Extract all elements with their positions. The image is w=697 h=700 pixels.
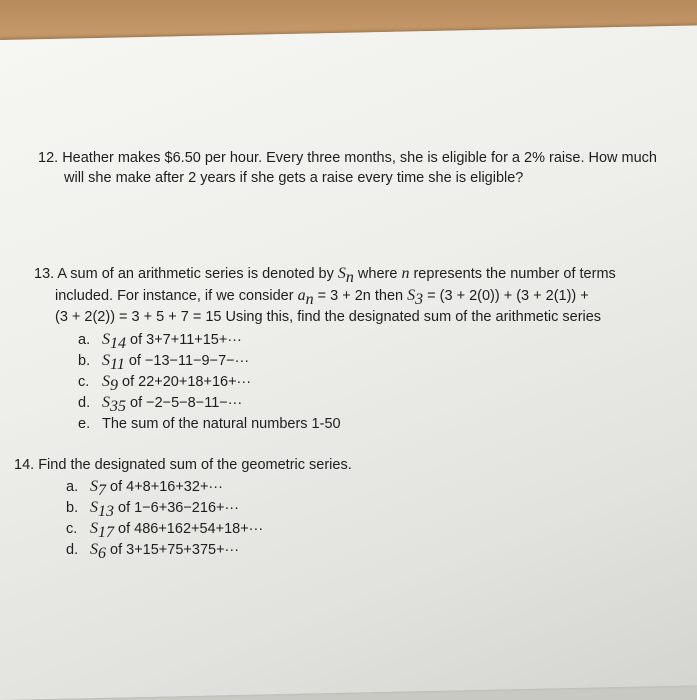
item-letter: a. [66, 479, 79, 495]
item-text: The sum of the natural numbers 1-50 [102, 416, 341, 432]
math-symbol: S [90, 478, 98, 495]
math-symbol: a [297, 287, 306, 304]
question-text: included. For instance, if we consider [55, 288, 298, 304]
item-letter: d. [78, 395, 91, 411]
question-text: Find the designated sum of the geometric series. [38, 457, 352, 473]
question-14-line-1 [14, 455, 352, 475]
math-symbol: S [90, 499, 98, 516]
math-symbol: S [407, 287, 416, 304]
item-text: of −2−5−8−11−··· [126, 395, 243, 411]
math-subscript: n [305, 290, 314, 308]
math-subscript: 6 [98, 544, 106, 562]
list-item [66, 540, 239, 564]
math-subscript: 14 [110, 334, 126, 352]
item-text: of 3+7+11+15+··· [126, 332, 242, 348]
math-subscript: n [345, 268, 354, 286]
math-subscript: 11 [110, 355, 125, 373]
question-number: 14. [14, 457, 35, 473]
math-symbol: S [90, 541, 98, 558]
math-symbol: S [102, 394, 110, 411]
item-letter: b. [78, 353, 91, 369]
question-text: A sum of an arithmetic series is denoted by [57, 266, 338, 282]
question-12-line-1 [38, 148, 657, 168]
question-text: will she make after 2 years if she gets a raise every time she is eligible? [64, 170, 524, 186]
math-subscript: 17 [98, 523, 114, 541]
math-symbol: S [102, 331, 110, 348]
math-symbol: S [337, 265, 346, 282]
item-text: of −13−11−9−7−··· [124, 353, 250, 369]
item-letter: c. [78, 374, 90, 390]
math-subscript: 3 [415, 290, 424, 308]
math-subscript: 7 [98, 481, 106, 499]
question-13-line-3 [55, 307, 601, 327]
item-text: of 4+8+16+32+··· [106, 479, 223, 495]
item-letter: a. [78, 332, 91, 348]
item-text: of 3+15+75+375+··· [106, 542, 240, 558]
list-item [78, 414, 341, 434]
math-subscript: 9 [110, 376, 118, 394]
item-letter: c. [66, 521, 78, 537]
question-text: = (3 + 2(0)) + (3 + 2(1)) + [423, 288, 589, 304]
item-text: of 22+20+18+16+··· [118, 374, 252, 390]
item-letter: b. [66, 500, 79, 516]
question-text: (3 + 2(2)) = 3 + 5 + 7 = 15 Using this, find the designated sum of the arithmetic series [55, 309, 602, 325]
question-text: = 3 + 2n then [313, 288, 408, 304]
math-symbol: n [401, 265, 410, 282]
item-letter: e. [78, 416, 91, 432]
question-text: represents the number of terms [409, 266, 616, 282]
question-12-line-2 [64, 168, 523, 188]
item-text: of 486+162+54+18+··· [114, 521, 264, 537]
question-text: where [353, 266, 402, 282]
item-letter: d. [66, 542, 79, 558]
math-symbol: S [102, 352, 110, 369]
question-number: 13. [34, 266, 55, 282]
question-13-line-1 [34, 264, 616, 288]
math-symbol: S [90, 520, 98, 537]
math-symbol: S [102, 373, 110, 390]
math-subscript: 13 [98, 502, 114, 520]
math-subscript: 35 [110, 397, 126, 415]
item-text: of 1−6+36−216+··· [114, 500, 239, 516]
question-number: 12. [38, 150, 59, 166]
question-text: Heather makes $6.50 per hour. Every three months, she is eligible for a 2% raise. How much [62, 150, 657, 166]
